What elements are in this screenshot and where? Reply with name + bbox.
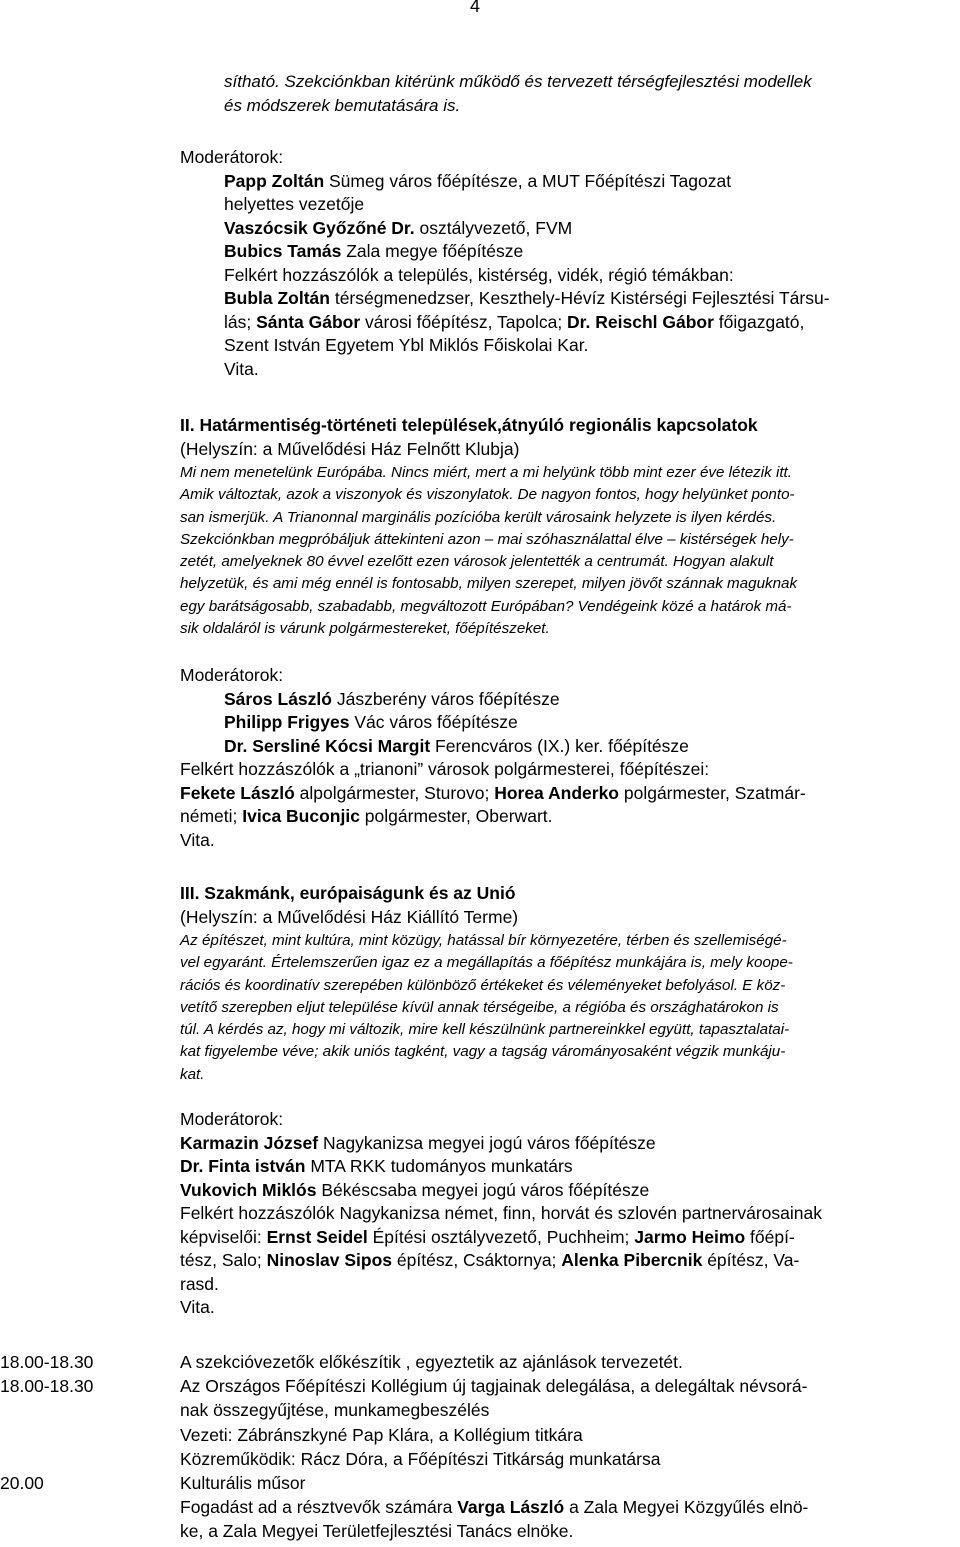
section2-location: (Helyszín: a Művelődési Ház Felnőtt Klubja) bbox=[180, 438, 520, 459]
intro-line: és módszerek bemutatására is. bbox=[224, 95, 461, 115]
section1-moderators bbox=[180, 146, 955, 381]
page-number: 4 bbox=[470, 0, 481, 16]
desc-line: helyzetük, és ami még ennél is fontosabb, milyen szerepet, milyen jövőt szánnak maguknak bbox=[180, 575, 798, 593]
invited-label: Felkért hozzászólók Nagykanizsa német, finn, horvát és szlovén partnervárosainak bbox=[180, 1203, 822, 1223]
desc-line: egy barátságosabb, szabadabb, megváltozott Európában? Vendégeink közé a határok má- bbox=[180, 597, 792, 615]
section2-description bbox=[180, 462, 955, 640]
schedule-text: A szekcióvezetők előkészítik , egyeztetik az ajánlások tervezetét. bbox=[180, 1352, 683, 1372]
moderator-line: Karmazin József Nagykanizsa megyei jogú város főépítésze bbox=[180, 1132, 656, 1153]
section3-header bbox=[180, 882, 955, 929]
moderator-line: Sáros László Jászberény város főépítésze bbox=[224, 688, 560, 709]
desc-line: Mi nem menetelünk Európába. Nincs miért, mert a mi helyünk több mint ezer éve létezik itt. bbox=[180, 464, 792, 481]
section2-header bbox=[180, 414, 955, 461]
desc-line: túl. A kérdés az, hogy mi változik, mire kell készülnünk partnereinkkel együtt, tapasztalatai- bbox=[180, 1021, 790, 1039]
section3-moderators bbox=[180, 1108, 955, 1320]
contributor-line: lás; Sánta Gábor városi főépítész, Tapolca; Dr. Reischl Gábor főigazgató, bbox=[224, 311, 805, 332]
schedule-text: Kulturális műsor Fogadást ad a résztvevők számára Varga László a Zala Megyei Közgyűlés elnö- ke, a Zala Megyei Területfejlesztési Tanács elnöke. bbox=[180, 1473, 809, 1542]
section2-title: II. Határmentiség-történeti települések,átnyúló regionális kapcsolatok bbox=[180, 415, 758, 435]
moderator-line: Vaszócsik Győzőné Dr. osztályvezető, FVM bbox=[224, 217, 573, 238]
section3-location: (Helyszín: a Művelődési Ház Kiállító Terme) bbox=[180, 906, 519, 927]
desc-line: kat figyelembe véve; akik uniós tagként, vagy a tagság várományosaként végzik munkáju- bbox=[180, 1043, 786, 1061]
section2-moderators bbox=[180, 664, 955, 852]
schedule-row bbox=[0, 1374, 960, 1471]
desc-line: Amik változtak, azok a viszonyok és viszonylatok. De nagyon fontos, hogy helyünket ponto- bbox=[180, 486, 795, 504]
vita-label: Vita. bbox=[180, 1297, 215, 1317]
desc-line: zetét, amelyeknek 80 évvel ezelőtt ezen városok jelentették a centrumát. Hogyan alakult bbox=[180, 553, 774, 571]
schedule-row bbox=[0, 1350, 960, 1374]
intro-paragraph bbox=[224, 70, 959, 117]
invited-label: Felkért hozzászólók a „trianoni” városok polgármesterei, főépítészei: bbox=[180, 759, 710, 779]
intro-line: sítható. Szekciónkban kitérünk működő és tervezett térségfejlesztési modellek bbox=[224, 72, 812, 91]
desc-line: rációs és koordinatív szerepében különböző értékeket és véleményeket befolyásol. E köz- bbox=[180, 976, 786, 994]
contributor-line: képviselői: Ernst Seidel Építési osztályvezető, Puchheim; Jarmo Heimo főépí- bbox=[180, 1226, 795, 1247]
moderators-label: Moderátorok: bbox=[180, 665, 284, 685]
contributor-line: Bubla Zoltán térségmenedzser, Keszthely-Hévíz Kistérségi Fejlesztési Társu- bbox=[224, 288, 830, 308]
moderator-line: Philipp Frigyes Vác város főépítésze bbox=[224, 712, 518, 732]
moderators-label: Moderátorok: bbox=[180, 147, 284, 167]
schedule-row bbox=[0, 1471, 960, 1544]
invited-label: Felkért hozzászólók a település, kistérség, vidék, régió témákban: bbox=[224, 264, 734, 285]
desc-line: sik oldaláról is várunk polgármestereket, főépítészeket. bbox=[180, 620, 550, 638]
desc-line: san ismerjük. A Trianonnal marginális pozícióba került városaink helyzete is ilyen kérdés. bbox=[180, 508, 777, 526]
section3-title: III. Szakmánk, európaiságunk és az Unió bbox=[180, 883, 516, 903]
contributor-line: németi; Ivica Buconjic polgármester, Oberwart. bbox=[180, 806, 553, 826]
vita-label: Vita. bbox=[180, 829, 215, 850]
moderator-line: helyettes vezetője bbox=[224, 194, 365, 214]
moderator-line: Papp Zoltán Sümeg város főépítésze, a MUT Főépítészi Tagozat bbox=[224, 170, 732, 191]
contributor-line: Szent István Egyetem Ybl Miklós Főiskolai Kar. bbox=[224, 335, 589, 355]
contributor-line: rasd. bbox=[180, 1273, 219, 1294]
desc-line: Szekciónkban megpróbáljuk áttekinteni azon – mai szóhasználattal élve – kistérségek hely- bbox=[180, 530, 794, 548]
desc-line: vel egyaránt. Értelemszerűen igaz ez a megállapítás a főépítész munkájára is, mely koope- bbox=[180, 954, 793, 972]
moderator-line: Bubics Tamás Zala megye főépítésze bbox=[224, 241, 524, 261]
moderator-line: Dr. Finta istván MTA RKK tudományos munkatárs bbox=[180, 1156, 573, 1176]
desc-line: vetítő szerepben eljut települése kívül annak térségeibe, a régióba és országhatárokon is bbox=[180, 998, 779, 1016]
moderator-line: Vukovich Miklós Békéscsaba megyei jogú város főépítésze bbox=[180, 1179, 650, 1200]
schedule-text: Az Országos Főépítészi Kollégium új tagjainak delegálása, a delegáltak névsorá- nak összegyűjtése, munkamegbeszélés Vezeti: Zábránszkyné Pap Klára, a Kollégium titkára Közreműködik: Rácz Dóra, a Főépítészi Titkárság munkatársa bbox=[180, 1376, 808, 1469]
contributor-line: Fekete László alpolgármester, Sturovo; Horea Anderko polgármester, Szatmár- bbox=[180, 782, 806, 803]
desc-line: Az építészet, mint kultúra, mint közügy, hatással bír környezetére, térben és szellemiségé- bbox=[180, 932, 787, 949]
schedule bbox=[0, 1350, 960, 1544]
schedule-time: 18.00-18.30 bbox=[0, 1352, 94, 1372]
contributor-line: tész, Salo; Ninoslav Sipos építész, Csáktornya; Alenka Pibercnik építész, Va- bbox=[180, 1250, 800, 1270]
moderators-label: Moderátorok: bbox=[180, 1109, 284, 1129]
schedule-time: 18.00-18.30 bbox=[0, 1376, 94, 1397]
schedule-time: 20.00 bbox=[0, 1473, 44, 1494]
moderator-line: Dr. Sersliné Kócsi Margit Ferencváros (IX.) ker. főépítésze bbox=[224, 735, 689, 756]
vita-label: Vita. bbox=[224, 358, 259, 379]
desc-line: kat. bbox=[180, 1065, 205, 1083]
section3-description bbox=[180, 930, 955, 1086]
